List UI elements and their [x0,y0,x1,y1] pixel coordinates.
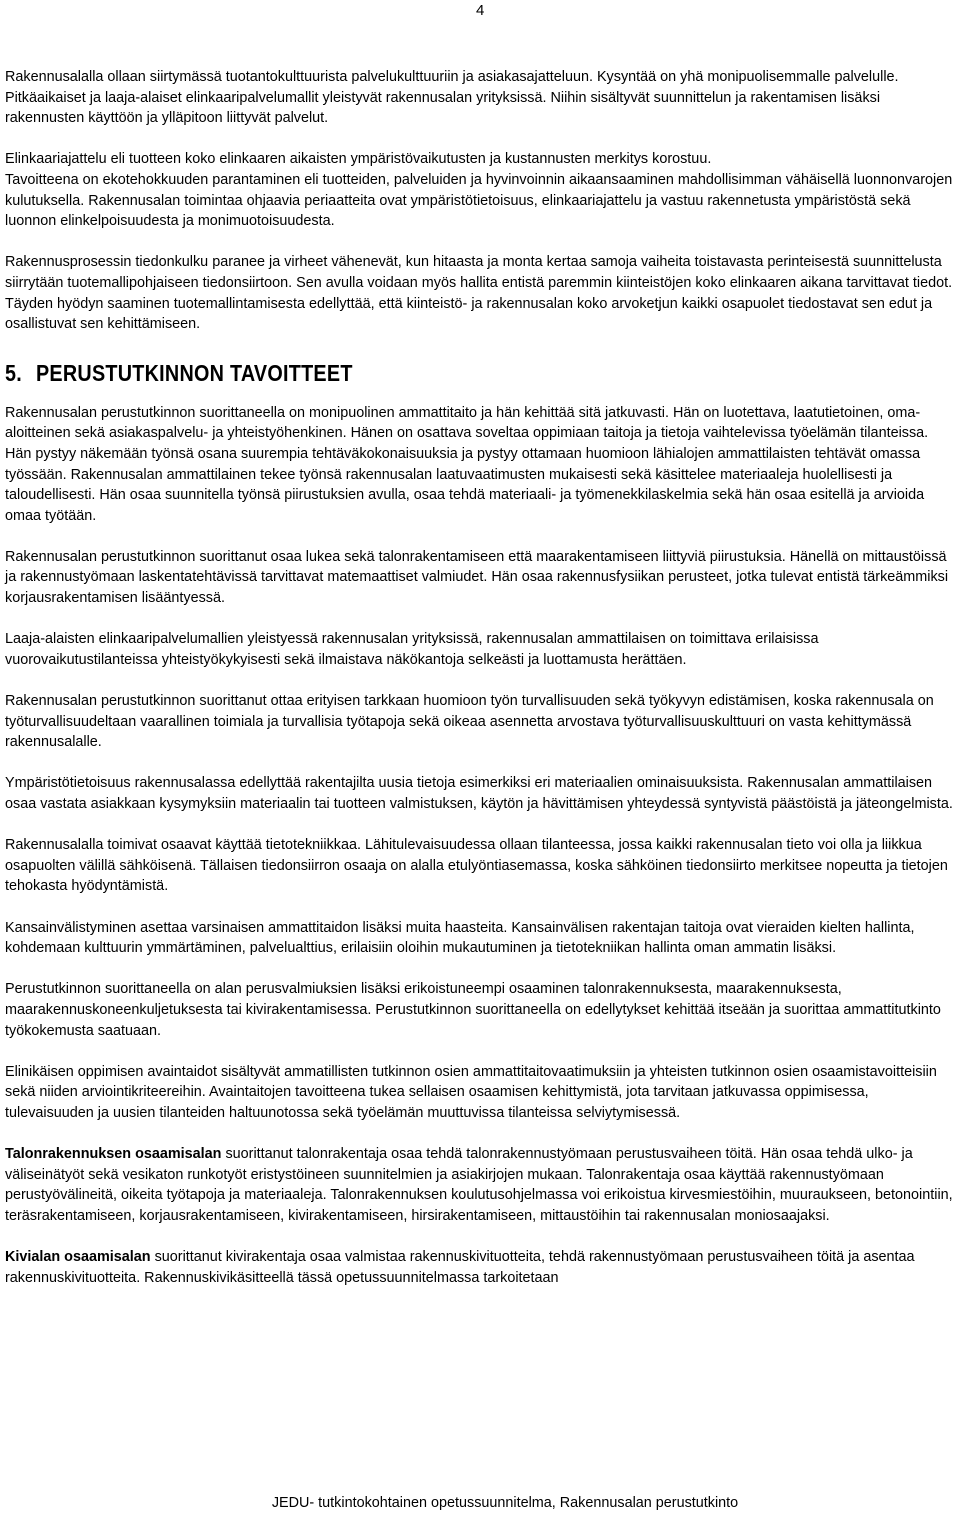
page-number: 4 [476,2,485,19]
paragraph-10-lead: Talonrakennuksen osaamisalan [5,1146,222,1163]
paragraph-1: Rakennusalan perustutkinnon suorittaneella on monipuolinen ammattitaito ja hän kehittää sitä jatkuvasti. Hän on luotettava, laatutietoinen, oma-aloitteinen sekä asiakaspalvelu- ja yhteistyöhenkinen. Hänen on osattava soveltaa oppimiaan taitoja ja tietoja vaihtelevissa työelämän tilanteissa. Hän pystyy näkemään työnsä osana suurempia tehtäväkokonaisuuksia ja pystyy ottamaan huomioon lähialojen ammattilaisten tehtävät omassa työssään. Rakennusalan ammattilainen tekee työnsä rakennusalan laatuvaatimusten mukaisesti sekä käsittelee materiaaleja huolellisesti ja taloudellisesti. Hän osaa suunnitella työnsä piirustuksien avulla, osaa tehdä materiaali- ja työmenekkilaskelmia sekä hän osaa esitellä ja arvioida omaa työtään. [5,404,929,524]
page-footer: JEDU- tutkintokohtainen opetussuunnitelma, Rakennusalan perustutkinto [271,1495,739,1511]
document-body [5,67,957,1288]
intro-paragraph-3: Rakennusprosessin tiedonkulku paranee ja virheet vähenevät, kun hitaasta ja monta kertaa samoja vaiheita toistavasta perinteisestä suunnittelusta siirrytään tuotemallipohjaiseen tiedonsiirtoon. Sen avulla voidaan myös hallita entistä paremmin kiinteistöjen koko elinkaaren aikana tarvittavat tiedot. Täyden hyödyn saaminen tuotemallintamisesta edellyttää, että kiinteistö- ja rakennusalan koko arvoketjun kaikki osapuolet tiedostavat sen edut ja osallistuvat sen kehittämiseen. [5,254,953,333]
paragraph-8: Perustutkinnon suorittaneella on alan perusvalmiuksien lisäksi erikoistuneempi osaaminen talonrakennuksesta, maarakennuksesta, maarakennuskoneenkuljetuksesta tai kivirakentamisessa. Perustutkinnon suorittaneella on edellytykset kehittää itseään ja suorittaa ammattitutkinto työkokemusta saatuaan. [5,981,941,1039]
paragraph-11-lead: Kivialan osaamisalan [5,1249,151,1266]
intro-paragraph-2 [5,149,957,231]
paragraph-6: Rakennusalalla toimivat osaavat käyttää tietotekniikkaa. Lähitulevaisuudessa ollaan tilanteessa, jossa kaikki rakennusalan tieto voi olla ja liikkua osapuolten välillä sähköisenä. Tällaisen tiedonsiirron osaaja on alalla etulyöntiasemassa, koska sähköinen tiedonsiirto merkitsee nopeutta ja tietojen tehokasta hyödyntämistä. [5,837,948,895]
paragraph-11 [5,1247,957,1288]
intro-paragraph-2a: Elinkaariajattelu eli tuotteen koko elinkaaren aikaisten ympäristövaikutusten ja kustannusten merkitys korostuu. [5,151,712,168]
paragraph-11-text: suorittanut kivirakentaja osaa valmistaa rakennuskivituotteita, tehdä rakennustyömaan perustusvaiheen töitä ja asentaa rakennuskivituotteita. Rakennuskivikäsitteellä tässä opetussuunnitelmassa tarkoitetaan [5,1249,915,1286]
paragraph-2: Rakennusalan perustutkinnon suorittanut osaa lukea sekä talonrakentamiseen että maarakentamiseen liittyviä piirustuksia. Hänellä on mittaustöissä ja rakennustyömaan laskentatehtävissä tarvittavat matemaattiset valmiudet. Hän osaa rakennusfysiikan perusteet, jotka tulevat entistä tärkeämmiksi korjausrakentamisen lisääntyessä. [5,548,949,607]
paragraph-7: Kansainvälistyminen asettaa varsinaisen ammattitaidon lisäksi muita haasteita. Kansainvälisen rakentajan taitoja ovat vieraiden kielten hallinta, kohdemaan kulttuurin ymmärtäminen, palvelualttius, erilaisiin oloihin mukautuminen ja tietotekniikan hallinta oman ammatin lisäksi. [5,919,915,957]
intro-paragraph-1: Rakennusalalla ollaan siirtymässä tuotantokulttuurista palvelukulttuuriin ja asiakasajatteluun. Kysyntää on yhä monipuolisemmalle palvelulle. Pitkäaikaiset ja laaja-alaiset elinkaaripalvelumallit yleistyvät rakennusalan yrityksissä. Niihin sisältyvät suunnittelun ja rakentamisen lisäksi rakennusten käyttöön ja ylläpitoon liittyvät palvelut. [5,69,899,127]
section-heading [5,359,824,387]
paragraph-10-text: suorittanut talonrakentaja osaa tehdä talonrakennustyömaan perustusvaiheen töitä. Hän osaa tehdä ulko- ja väliseinätyöt sekä vesikaton runkotyöt eristystöineen suunnitelmien ja asiakirjojen mukaan. Talonrakentaja osaa käyttää rakennustyömaan perustyövälineitä, oikeita työtapoja ja materiaaleja. Talonrakennuksen koulutusohjelmassa voi erikoistua kirvesmiestöihin, muuraukseen, betonointiin, teräsrakentamiseen, korjausrakentamiseen, kivirakentamiseen, hirsirakentamiseen, mittaustöihin tai rakennusalan moniosaajaksi. [5,1146,953,1224]
section-number: 5. [5,359,23,386]
paragraph-9: Elinikäisen oppimisen avaintaidot sisältyvät ammatillisten tutkinnon osien ammattitaitovaatimuksiin ja yhteisten tutkinnon osien osaamistavoitteisiin sekä niiden arviointikriteereihin. Avaintaitojen tavoitteena tukea sellaisen osaamisen kehittymistä, jota tarvitaan jatkuvassa oppimisessa, tulevaisuuden ja uusien tilanteiden haltuunotossa sekä työelämän muuttuvissa tilanteissa selviytymisessä. [5,1063,937,1121]
paragraph-3: Laaja-alaisten elinkaaripalvelumallien yleistyessä rakennusalan yrityksissä, rakennusalan ammattilaisen on toimittava erilaisissa vuorovaikutustilanteissa yhteistyökykyisesti sekä ilmaistava näkökantoja selkeästi ja luottamusta herättäen. [5,631,819,668]
intro-paragraph-2b: Tavoitteena on ekotehokkuuden parantaminen eli tuotteiden, palveluiden ja hyvinvoinnin aikaansaaminen mahdollisimman vähäisellä luonnonvarojen kulutuksella. Rakennusalan toimintaa ohjaavia periaatteita ovat ympäristötietoisuus, elinkaariajattelu ja vastuu rakennetusta ympäristöstä sekä luonnon elinkelpoisuudesta ja monimuotoisuudesta. [5,171,953,230]
paragraph-4: Rakennusalan perustutkinnon suorittanut ottaa erityisen tarkkaan huomioon työn turvallisuuden sekä työkyvyn edistämisen, koska rakennusala on työturvallisuudeltaan vaarallinen toimiala ja turvallisia työtapoja sekä oikeaa asennetta arvostava työturvallisuuskulttuuri on vasta kehittymässä rakennusalalle. [5,693,934,751]
paragraph-10 [5,1144,957,1226]
paragraph-5: Ympäristötietoisuus rakennusalassa edellyttää rakentajilta uusia tietoja esimerkiksi eri materiaalien ominaisuuksista. Rakennusalan ammattilaisen osaa vastata asiakkaan kysymyksiin materiaalin tai tuotteen valmistuksen, käytön ja hävittämisen yhteydessä syntyvistä päästöistä ja jäteongelmista. [5,775,953,812]
section-title: PERUSTUTKINNON TAVOITTEET [35,359,353,386]
